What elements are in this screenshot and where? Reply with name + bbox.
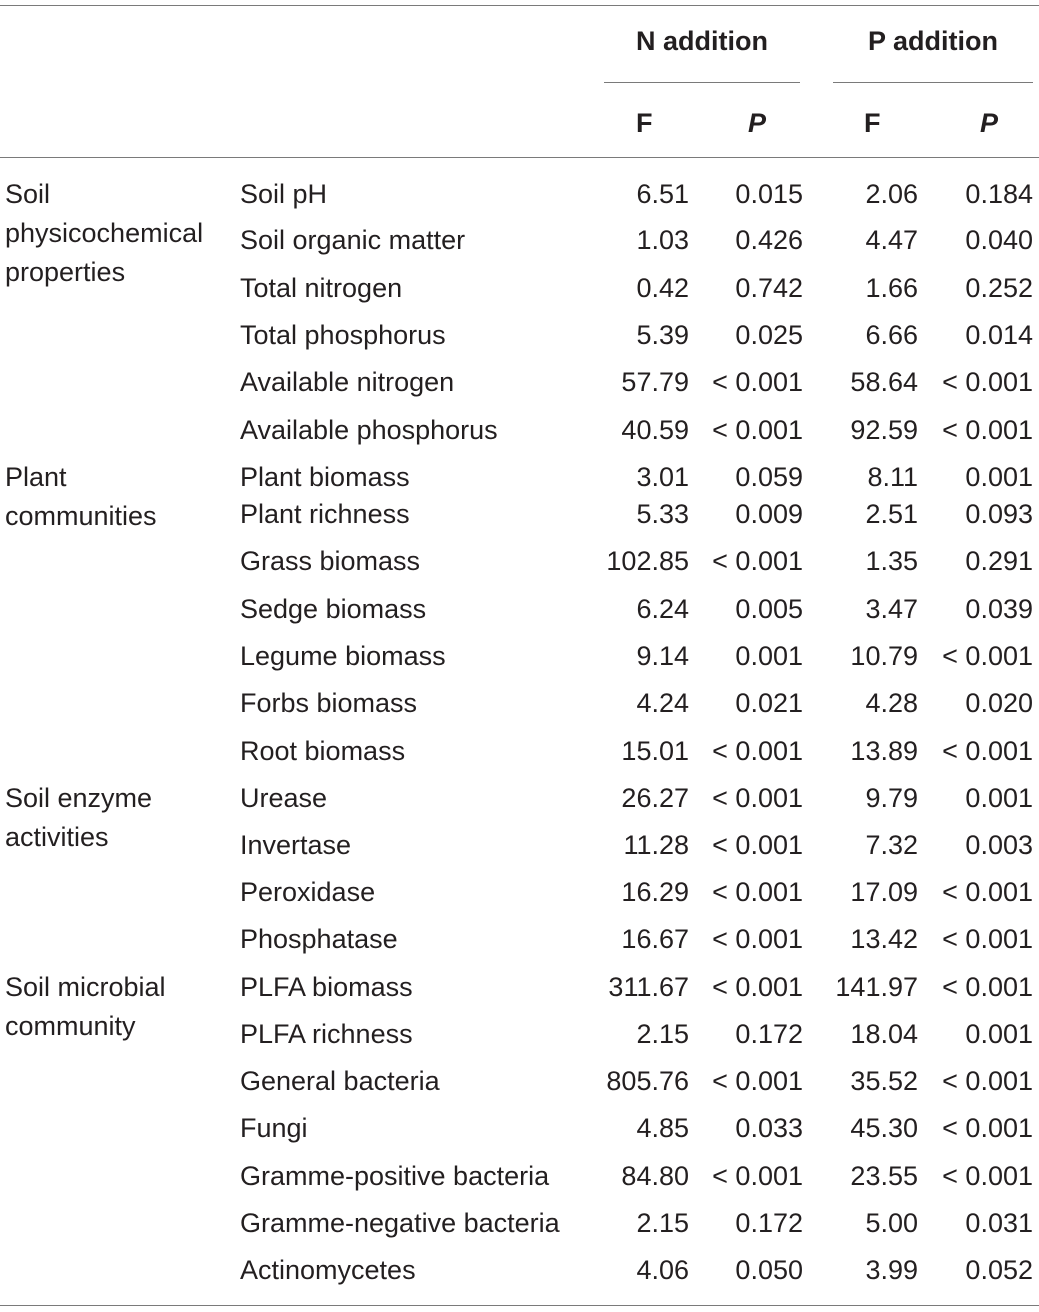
n-f-value: 40.59 [621,415,689,445]
row-variable: Legume biomass [240,641,446,671]
p-f-value: 2.06 [865,179,918,209]
p-f-value: 8.11 [867,462,918,492]
table-row [0,1110,1039,1146]
n-f-value: 1.03 [636,225,689,255]
n-f-value: 2.15 [636,1019,689,1049]
p-p-value: < 0.001 [942,367,1033,397]
p-f-value: 10.79 [850,641,918,671]
category-line: properties [5,257,126,287]
p-p-value: 0.001 [965,783,1033,813]
p-f-value: 13.42 [850,924,918,954]
row-variable: Soil pH [240,179,328,209]
row-variable: Root biomass [240,736,406,766]
n-f-value: 0.42 [636,273,689,303]
p-p-value: < 0.001 [942,415,1033,445]
header-n-p: P [748,108,767,138]
p-p-value: 0.184 [965,179,1033,209]
p-f-value: 1.35 [865,546,918,576]
n-p-value: 0.742 [735,273,803,303]
table-row [0,543,1039,579]
row-variable: Sedge biomass [240,594,427,624]
p-f-value: 18.04 [850,1019,918,1049]
p-f-value: 4.28 [865,688,918,718]
n-p-value: 0.009 [735,499,803,529]
row-variable: Grass biomass [240,546,421,576]
n-f-value: 2.15 [636,1208,689,1238]
header-p-f: F [864,108,881,138]
row-variable: Available nitrogen [240,367,455,397]
n-p-value: 0.059 [735,462,803,492]
p-p-value: < 0.001 [942,877,1033,907]
p-p-value: < 0.001 [942,972,1033,1002]
p-p-value: 0.093 [965,499,1033,529]
n-f-value: 26.27 [621,783,689,813]
category-line: community [5,1011,136,1041]
p-p-value: 0.001 [965,1019,1033,1049]
table-row [0,1158,1039,1194]
p-f-value: 1.66 [865,273,918,303]
row-variable: General bacteria [240,1066,440,1096]
n-f-value: 805.76 [606,1066,689,1096]
p-p-value: 0.003 [965,830,1033,860]
p-f-value: 9.79 [865,783,918,813]
n-p-value: 0.021 [735,688,803,718]
p-p-value: < 0.001 [942,641,1033,671]
n-p-value: 0.033 [735,1113,803,1143]
p-p-value: 0.031 [965,1208,1033,1238]
table-row [0,1063,1039,1099]
n-p-value: < 0.001 [712,972,803,1002]
n-p-value: 0.426 [735,225,803,255]
p-p-value: 0.014 [965,320,1033,350]
table-row [0,1016,1039,1052]
p-p-value: 0.052 [965,1255,1033,1285]
header-n-f: F [636,108,653,138]
n-p-value: < 0.001 [712,1066,803,1096]
n-p-value: < 0.001 [712,924,803,954]
n-p-value: 0.005 [735,594,803,624]
n-p-value: < 0.001 [712,367,803,397]
p-addition-underline [833,82,1033,83]
p-f-value: 3.47 [865,594,918,624]
row-variable: Peroxidase [240,877,376,907]
p-p-value: 0.020 [965,688,1033,718]
n-f-value: 4.85 [636,1113,689,1143]
table-row [0,459,1039,495]
row-variable: Gramme-positive bacteria [240,1161,550,1191]
header-n-addition: N addition [636,26,768,56]
n-p-value: 0.015 [735,179,803,209]
p-p-value: < 0.001 [942,1066,1033,1096]
n-f-value: 15.01 [621,736,689,766]
table-row [0,412,1039,448]
n-f-value: 84.80 [621,1161,689,1191]
p-f-value: 58.64 [850,367,918,397]
p-f-value: 13.89 [850,736,918,766]
table-row [0,685,1039,721]
row-variable: PLFA richness [240,1019,413,1049]
n-f-value: 57.79 [621,367,689,397]
p-p-value: 0.040 [965,225,1033,255]
category-line: Soil [5,179,51,209]
n-p-value: < 0.001 [712,783,803,813]
table-row [0,270,1039,306]
row-variable: Invertase [240,830,352,860]
n-f-value: 5.39 [636,320,689,350]
n-p-value: 0.172 [735,1019,803,1049]
n-f-value: 16.29 [621,877,689,907]
table-row [0,364,1039,400]
table-row [0,176,1039,212]
n-p-value: < 0.001 [712,830,803,860]
n-p-value: < 0.001 [712,546,803,576]
n-f-value: 5.33 [636,499,689,529]
n-f-value: 102.85 [606,546,689,576]
table-row [0,1205,1039,1241]
n-addition-underline [604,82,800,83]
n-p-value: 0.050 [735,1255,803,1285]
p-f-value: 17.09 [850,877,918,907]
n-f-value: 11.28 [623,830,689,860]
row-variable: Total nitrogen [240,273,403,303]
p-f-value: 7.32 [865,830,918,860]
n-p-value: < 0.001 [712,1161,803,1191]
row-variable: Actinomycetes [240,1255,416,1285]
row-variable: Forbs biomass [240,688,418,718]
table-row [0,222,1039,258]
n-p-value: < 0.001 [712,877,803,907]
p-f-value: 92.59 [850,415,918,445]
p-f-value: 23.55 [850,1161,918,1191]
p-p-value: 0.039 [965,594,1033,624]
p-f-value: 4.47 [865,225,918,255]
n-f-value: 311.67 [608,972,689,1002]
header-p-addition: P addition [867,26,998,56]
p-p-value: < 0.001 [942,924,1033,954]
p-p-value: 0.001 [965,462,1033,492]
table-row [0,827,1039,863]
header-p-p: P [980,108,999,138]
row-variable: Urease [240,783,328,813]
table-top-rule [0,5,1039,6]
category-line: Soil enzyme [5,783,153,813]
category-line: physicochemical [5,218,204,248]
n-p-value: 0.001 [735,641,803,671]
n-f-value: 9.14 [636,641,689,671]
n-f-value: 4.06 [636,1255,689,1285]
n-f-value: 16.67 [621,924,689,954]
row-variable: Plant richness [240,499,410,529]
table-row [0,921,1039,957]
p-f-value: 45.30 [850,1113,918,1143]
p-f-value: 35.52 [850,1066,918,1096]
table-row [0,733,1039,769]
p-f-value: 5.00 [865,1208,918,1238]
table-row [0,317,1039,353]
row-variable: Total phosphorus [240,320,446,350]
n-f-value: 4.24 [636,688,689,718]
table-row [0,969,1039,1005]
p-p-value: < 0.001 [942,736,1033,766]
n-p-value: 0.172 [735,1208,803,1238]
header-bottom-rule [0,157,1039,158]
n-p-value: < 0.001 [712,415,803,445]
category-line: Soil microbial [5,972,166,1002]
p-f-value: 141.97 [835,972,918,1002]
n-f-value: 6.24 [636,594,689,624]
n-p-value: 0.025 [735,320,803,350]
category-line: Plant [5,462,67,492]
row-variable: Available phosphorus [240,415,498,445]
row-variable: Phosphatase [240,924,398,954]
p-p-value: < 0.001 [942,1113,1033,1143]
p-f-value: 6.66 [865,320,918,350]
row-variable: Plant biomass [240,462,410,492]
p-p-value: 0.291 [965,546,1033,576]
row-variable: Gramme-negative bacteria [240,1208,560,1238]
category-line: activities [5,822,109,852]
table-row [0,874,1039,910]
n-p-value: < 0.001 [712,736,803,766]
table-row [0,591,1039,627]
n-f-value: 6.51 [636,179,689,209]
table-row [0,638,1039,674]
table-bottom-rule [0,1305,1039,1306]
row-variable: PLFA biomass [240,972,413,1002]
table-row [0,496,1039,532]
p-f-value: 2.51 [865,499,918,529]
p-f-value: 3.99 [865,1255,918,1285]
n-f-value: 3.01 [636,462,689,492]
p-p-value: 0.252 [965,273,1033,303]
row-variable: Soil organic matter [240,225,466,255]
category-line: communities [5,501,157,531]
row-variable: Fungi [240,1113,308,1143]
table-row [0,780,1039,816]
table-row [0,1252,1039,1288]
p-p-value: < 0.001 [942,1161,1033,1191]
